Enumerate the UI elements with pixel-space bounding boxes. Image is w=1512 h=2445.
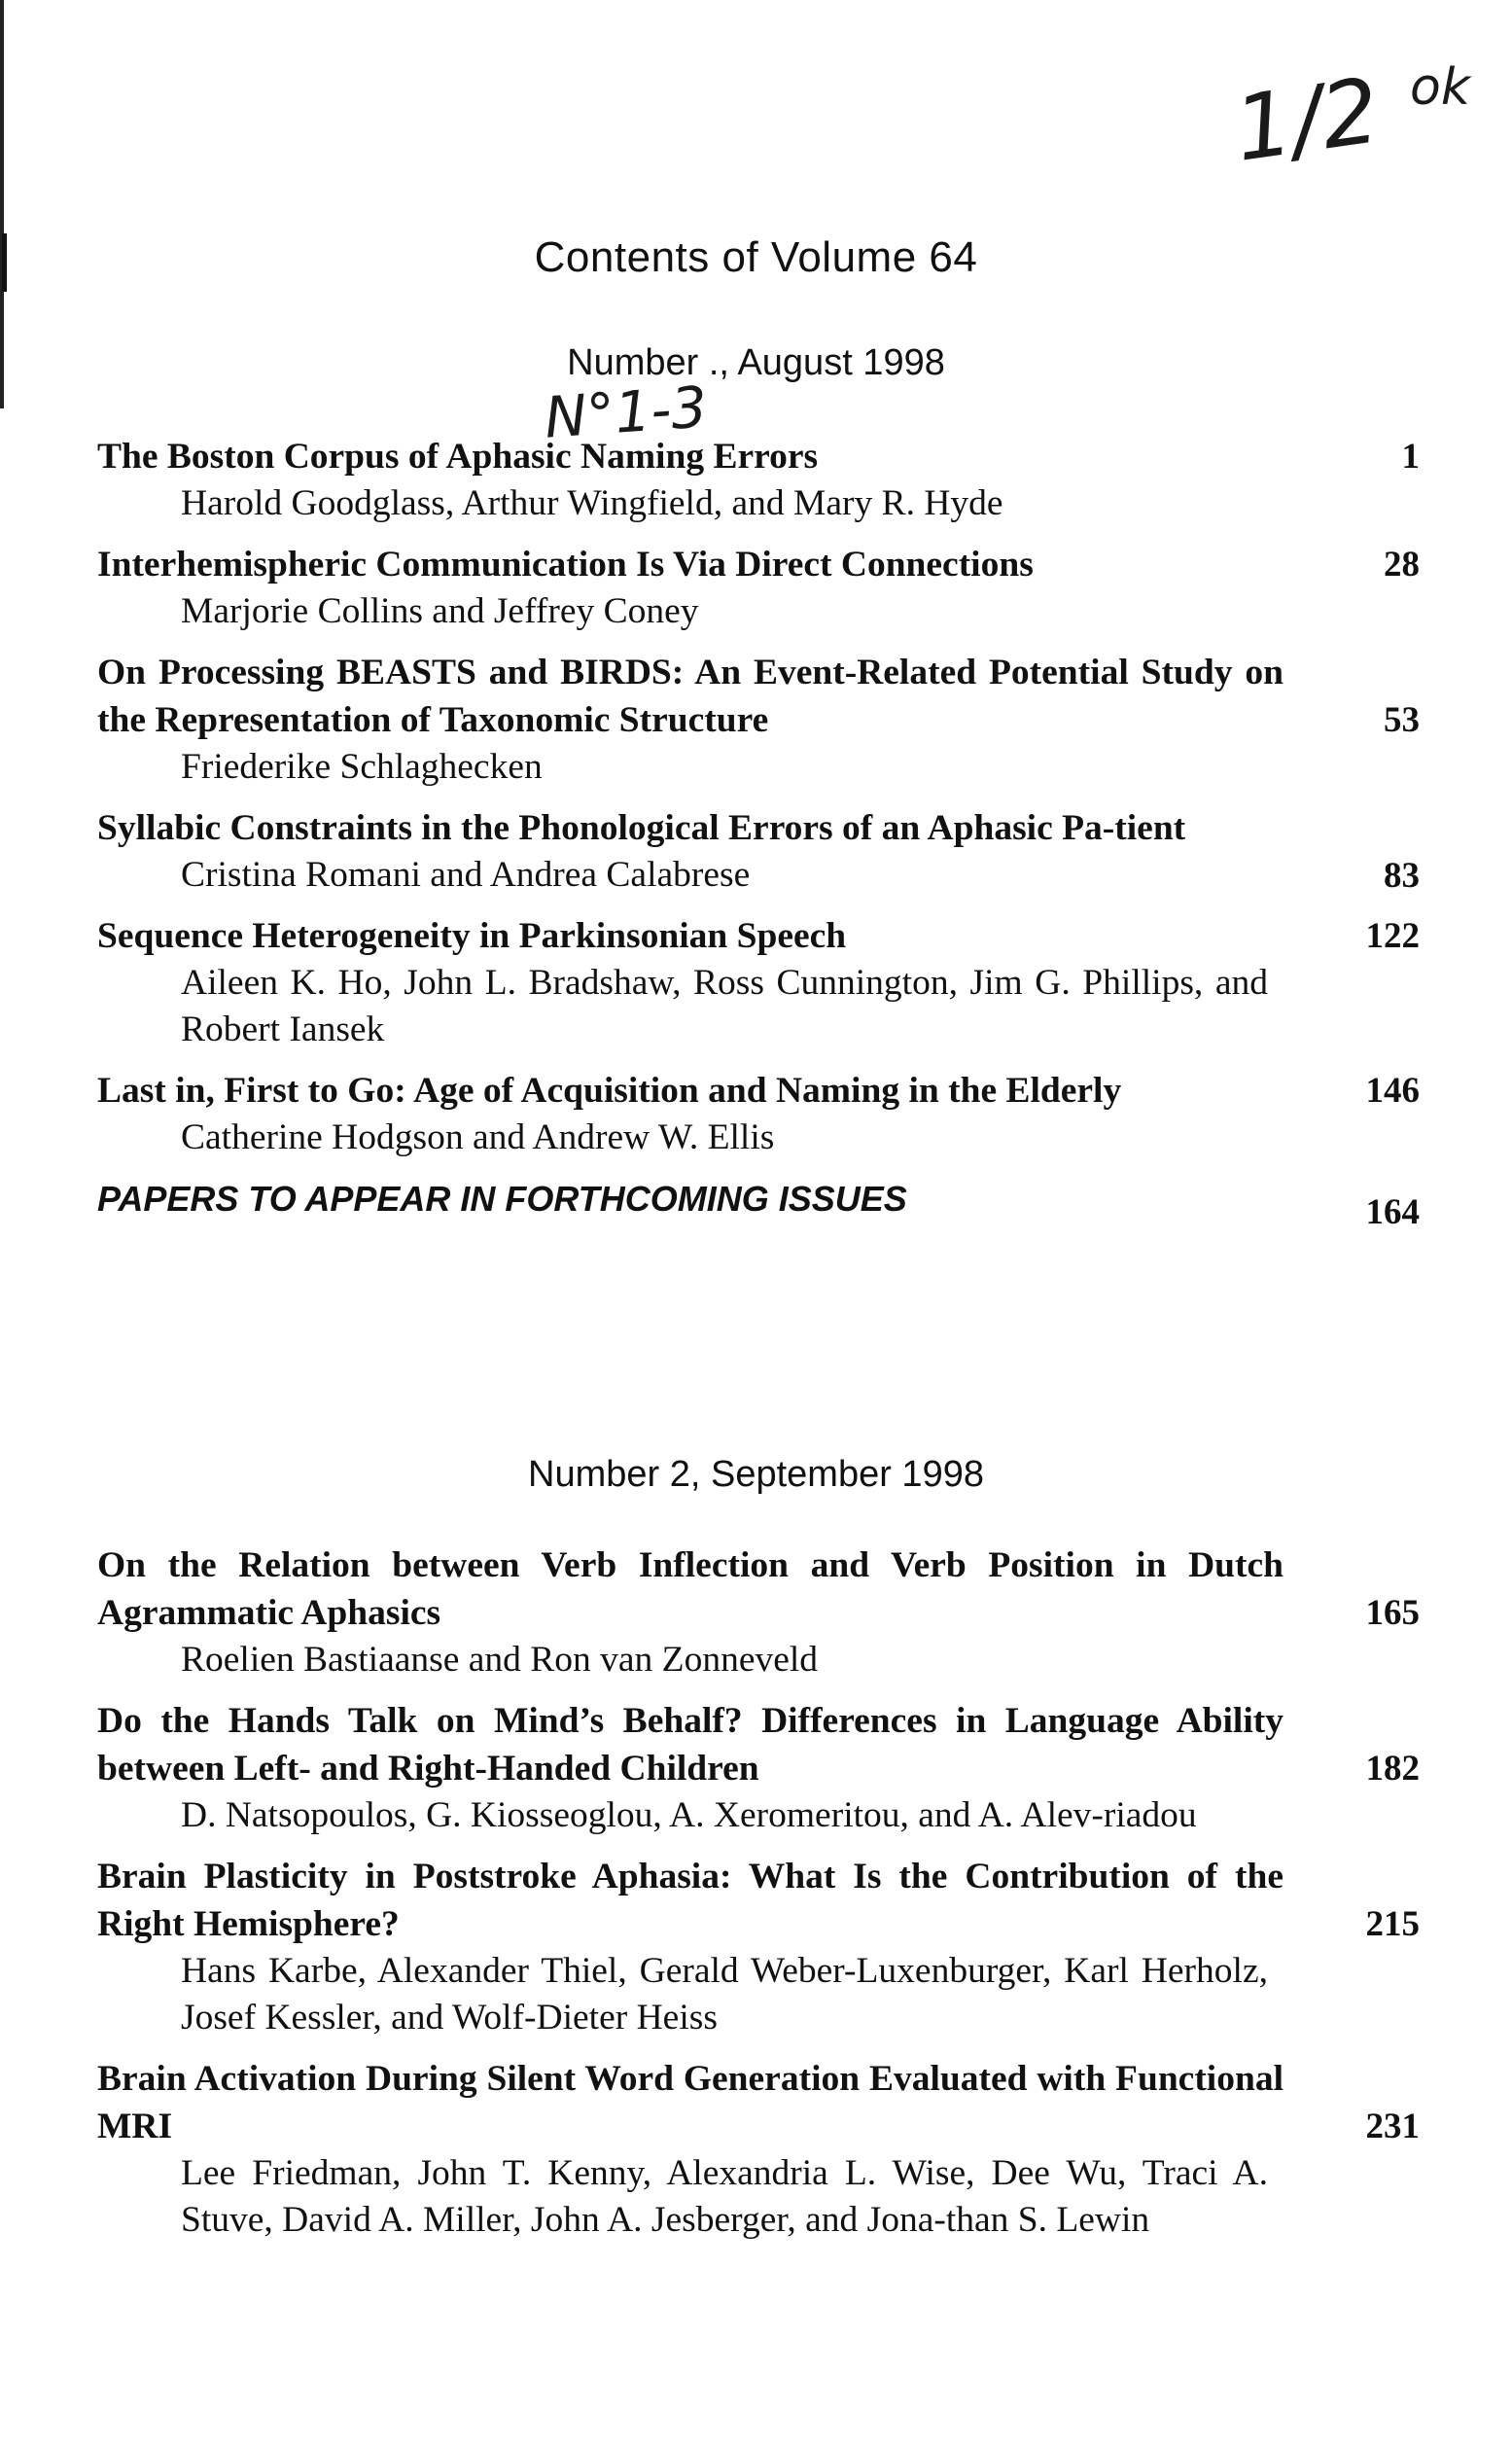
page-number: 1 [1401, 437, 1420, 477]
article-authors: Hans Karbe, Alexander Thiel, Gerald Weber-Luxenburger, Karl Herholz, Josef Kessler, and Wolf-Dieter Heiss [181, 1951, 1268, 2038]
issue-heading-number-1: Number ., August 1998 [567, 342, 945, 383]
toc-entry [97, 433, 1420, 527]
toc-entry [97, 541, 1420, 635]
page-number: 231 [1365, 2107, 1420, 2146]
page-number: 53 [1384, 700, 1420, 740]
page-number: 215 [1365, 1904, 1420, 1944]
toc-entry [97, 912, 1420, 1053]
article-authors: Harold Goodglass, Arthur Wingfield, and Mary R. Hyde [181, 483, 1003, 523]
page-number: 122 [1365, 916, 1420, 956]
article-authors: Cristina Romani and Andrea Calabrese [181, 855, 751, 895]
toc-entry [97, 1067, 1420, 1161]
page-number: 28 [1384, 545, 1420, 585]
toc-entry [97, 649, 1420, 791]
page-number: 164 [1365, 1192, 1420, 1232]
article-authors: Catherine Hodgson and Andrew W. Ellis [181, 1117, 775, 1157]
issue-1-entries [97, 433, 1420, 1237]
handwritten-ok-mark: ok [1410, 58, 1470, 117]
article-authors: Marjorie Collins and Jeffrey Coney [181, 591, 699, 631]
article-title: Sequence Heterogeneity in Parkinsonian Speech [97, 916, 847, 956]
article-title: Do the Hands Talk on Mind’s Behalf? Differences in Language Ability between Left- and Right-Handed Children [97, 1701, 1283, 1789]
article-title: On the Relation between Verb Inflection and Verb Position in Dutch Agrammatic Aphasics [97, 1545, 1283, 1633]
article-title: Interhemispheric Communication Is Via Direct Connections [97, 545, 1034, 585]
forthcoming-papers-label: PAPERS TO APPEAR IN FORTHCOMING ISSUES [97, 1179, 907, 1219]
forthcoming-entry [97, 1175, 1420, 1232]
issue-heading-number-2: Number 2, September 1998 [528, 1454, 984, 1495]
article-title: On Processing BEASTS and BIRDS: An Event-Related Potential Study on the Representation of Taxonomic Structure [97, 653, 1283, 740]
article-authors: Roelien Bastiaanse and Ron van Zonneveld [181, 1640, 819, 1680]
toc-entry [97, 2055, 1420, 2244]
issue-2-entries [97, 1541, 1420, 2257]
page-number: 83 [1384, 856, 1420, 896]
article-authors: Aileen K. Ho, John L. Bradshaw, Ross Cunnington, Jim G. Phillips, and Robert Iansek [181, 963, 1268, 1049]
page-number: 146 [1365, 1071, 1420, 1111]
page-number: 182 [1365, 1749, 1420, 1789]
article-title: Brain Plasticity in Poststroke Aphasia: What Is the Contribution of the Right Hemisphere? [97, 1857, 1283, 1944]
toc-entry [97, 1853, 1420, 2041]
article-authors: Friederike Schlaghecken [181, 747, 543, 787]
toc-entry [97, 1541, 1420, 1683]
article-title: The Boston Corpus of Aphasic Naming Errors [97, 437, 819, 477]
volume-title: Contents of Volume 64 [534, 233, 978, 281]
article-authors: Lee Friedman, John T. Kenny, Alexandria L. Wise, Dee Wu, Traci A. Stuve, David A. Miller, John A. Jesberger, and Jona-than S. Lewin [181, 2153, 1268, 2240]
article-authors: D. Natsopoulos, G. Kiosseoglou, A. Xeromeritou, and A. Alev-riadou [181, 1795, 1197, 1835]
toc-entry [97, 804, 1420, 899]
toc-entry [97, 1697, 1420, 1839]
article-title: Brain Activation During Silent Word Generation Evaluated with Functional MRI [97, 2059, 1283, 2146]
handwritten-corner-mark: 1/2 [1228, 58, 1386, 182]
article-title: Syllabic Constraints in the Phonological Errors of an Aphasic Pa-tient [97, 808, 1186, 848]
handwritten-issue-mark: N°1-3 [542, 373, 710, 451]
article-title: Last in, First to Go: Age of Acquisition and Naming in the Elderly [97, 1071, 1122, 1111]
page-number: 165 [1365, 1593, 1420, 1633]
